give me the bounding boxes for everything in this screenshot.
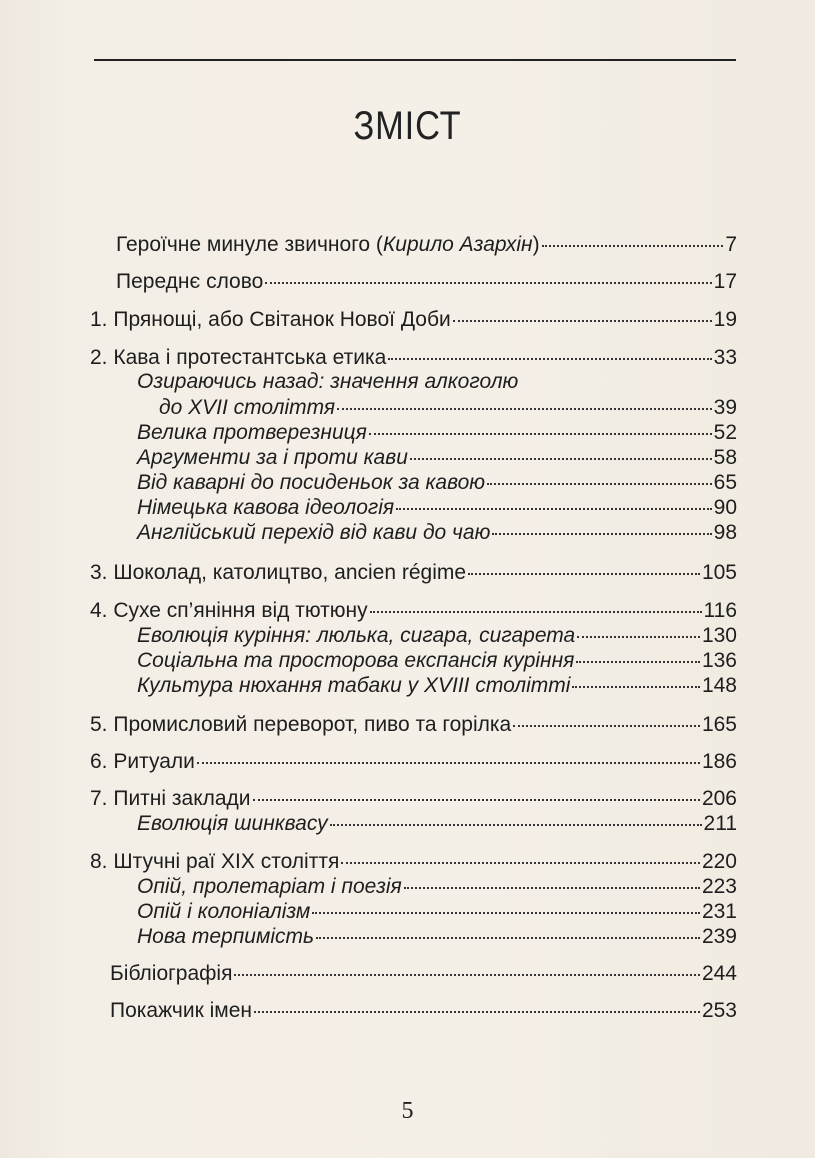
- toc-entry-text: Аргументи за і проти кави: [137, 446, 408, 469]
- dot-leader: [492, 533, 711, 535]
- toc-chapter: [90, 787, 737, 811]
- dot-leader: [197, 762, 700, 764]
- toc-page-number: 206: [701, 787, 737, 810]
- dot-leader: [396, 508, 712, 510]
- dot-leader: [487, 483, 712, 485]
- toc-chapter: [90, 308, 737, 332]
- toc-page-number: 136: [701, 649, 737, 672]
- toc-subentry: [137, 446, 737, 470]
- toc-page-number: 7: [725, 233, 737, 256]
- toc-subentry: [137, 649, 737, 673]
- toc-page-number: 90: [713, 496, 737, 519]
- dot-leader: [341, 862, 700, 864]
- toc-chapter: [90, 561, 737, 585]
- toc-entry-text: 5. Промисловий переворот, пиво та горілка: [90, 713, 512, 736]
- dot-leader: [265, 282, 711, 284]
- toc-page-number: 223: [701, 875, 737, 898]
- toc-entry-text: 6. Ритуали: [90, 750, 195, 773]
- toc-entry-text: Від каварні до посиденьок за кавою: [137, 471, 486, 494]
- toc-page-number: 186: [701, 750, 737, 773]
- toc-entry-text: Англійський перехід від кави до чаю: [137, 521, 491, 544]
- toc-page-number: 253: [701, 999, 737, 1022]
- dot-leader: [330, 824, 702, 826]
- toc-entry-text: Соціальна та просторова експансія куріння: [137, 649, 575, 672]
- toc-entry-text: 7. Питні заклади: [90, 787, 251, 810]
- toc-subentry: [137, 900, 737, 924]
- toc-chapter: [90, 346, 737, 370]
- toc-entry-text: Бібліографія: [110, 962, 233, 985]
- toc-entry-index: [110, 999, 737, 1023]
- toc-page-number: 52: [713, 421, 737, 444]
- toc-entry-author: Кирило Азархін: [382, 233, 533, 256]
- toc-entry-text: 8. Штучні раї XIX століття: [90, 850, 340, 873]
- dot-leader: [542, 245, 724, 247]
- dot-leader: [410, 458, 712, 460]
- toc-subentry: [137, 624, 737, 648]
- toc-entry-text: Опій і колоніалізм: [137, 900, 311, 923]
- toc-page-number: 231: [701, 900, 737, 923]
- toc-page-number: 165: [701, 713, 737, 736]
- toc-entry-text: Культура нюхання табаки у XVIII столітті: [137, 674, 571, 697]
- dot-leader: [253, 799, 700, 801]
- toc-entry-text: 1. Прянощі, або Світанок Нової Доби: [90, 308, 451, 331]
- toc-page-number: 220: [701, 850, 737, 873]
- toc-page-number: 130: [701, 624, 737, 647]
- dot-leader: [577, 636, 700, 638]
- toc-chapter: [90, 713, 737, 737]
- toc-subentry: [137, 875, 737, 899]
- dot-leader: [316, 937, 700, 939]
- toc-subentry: [137, 421, 737, 445]
- dot-leader: [388, 358, 711, 360]
- toc-entry-text: 2. Кава і протестантська етика: [90, 346, 387, 369]
- toc-entry-text-end: ): [532, 233, 540, 256]
- toc-entry-text: Еволюція шинквасу: [137, 812, 328, 835]
- dot-leader: [234, 974, 699, 976]
- toc-page-number: 39: [713, 396, 737, 419]
- toc-entry-text: Опій, пролетаріат і поезія: [137, 875, 402, 898]
- toc-subentry-line1: Озираючись назад: значення алкоголю: [137, 370, 519, 393]
- toc-page-number: 33: [713, 346, 737, 369]
- toc-page-number: 17: [713, 270, 737, 293]
- toc-page-number: 211: [703, 812, 737, 835]
- toc-chapter: [90, 599, 737, 623]
- toc-page-number: 105: [701, 561, 737, 584]
- toc-subentry: [137, 674, 737, 698]
- toc-entry-text: Велика протверезниця: [137, 421, 367, 444]
- toc-entry-text: Німецька кавова ідеологія: [137, 496, 395, 519]
- toc-page-number: 239: [701, 925, 737, 948]
- toc-page-number: 19: [713, 308, 737, 331]
- toc-subentry: [137, 812, 737, 836]
- toc-page-number: 65: [713, 471, 737, 494]
- dot-leader: [572, 686, 700, 688]
- dot-leader: [312, 912, 700, 914]
- toc-entry-text: Нова терпимість: [137, 925, 315, 948]
- dot-leader: [254, 1011, 700, 1013]
- toc-entry-text: 3. Шоколад, католицтво, ancien régime: [90, 561, 467, 584]
- toc-chapter: [90, 750, 737, 774]
- toc-entry-bibliography: [110, 962, 737, 986]
- dot-leader: [513, 725, 700, 727]
- toc-chapter: [90, 850, 737, 874]
- dot-leader: [370, 611, 702, 613]
- toc-page-number: 116: [703, 599, 737, 622]
- dot-leader: [337, 408, 712, 410]
- toc-entry-text: Еволюція куріння: люлька, сигара, сигарета: [137, 624, 576, 647]
- page-number: 5: [401, 1098, 414, 1124]
- toc-subentry: [137, 521, 737, 545]
- dot-leader: [453, 320, 712, 322]
- toc-subentry: [137, 496, 737, 520]
- toc-subentry: [137, 471, 737, 495]
- toc-entry-foreword: [116, 233, 737, 257]
- toc-entry-text: 4. Сухе сп’яніння від тютюну: [90, 599, 368, 622]
- toc-entry-text: Переднє слово: [116, 270, 264, 293]
- dot-leader: [576, 661, 700, 663]
- toc-subentry: [137, 925, 737, 949]
- toc-subentry: [159, 396, 737, 420]
- toc-page-number: 58: [713, 446, 737, 469]
- dot-leader: [468, 573, 700, 575]
- toc-page-number: 148: [701, 674, 737, 697]
- toc-page-number: 244: [701, 962, 737, 985]
- dot-leader: [369, 433, 712, 435]
- toc-entry-text: до XVII століття: [159, 396, 336, 419]
- toc-entry-text: Героїчне минуле звичного (: [116, 233, 383, 256]
- toc-heading: ЗМІСТ: [353, 104, 462, 148]
- dot-leader: [404, 887, 700, 889]
- toc-entry-text: Покажчик імен: [110, 999, 252, 1022]
- toc-page-number: 98: [713, 521, 737, 544]
- toc-entry: [116, 270, 737, 294]
